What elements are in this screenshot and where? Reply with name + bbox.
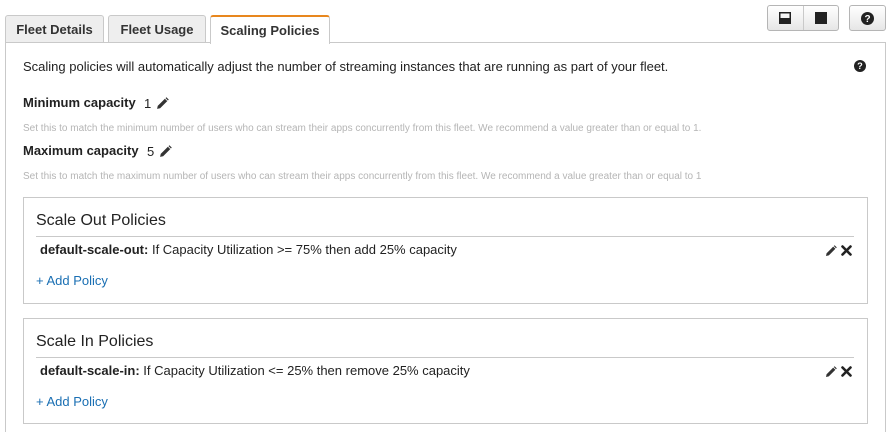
row-actions <box>825 366 852 378</box>
svg-text:?: ? <box>857 61 863 72</box>
close-icon[interactable] <box>841 366 852 377</box>
pencil-icon[interactable] <box>825 366 837 378</box>
scale-in-title: Scale In Policies <box>36 333 154 350</box>
tab-bar <box>0 0 890 43</box>
edit-maximum-capacity-icon[interactable] <box>159 145 172 158</box>
maximum-capacity-value: 5 <box>147 144 155 159</box>
add-scale-in-policy-link[interactable]: + Add Policy <box>36 394 108 409</box>
help-button[interactable] <box>849 5 886 31</box>
policy-description <box>40 242 457 257</box>
policy-name: default-scale-out: <box>40 242 149 257</box>
panel-help-button[interactable] <box>854 59 866 77</box>
policy-row <box>36 357 854 381</box>
tab-fleet-details[interactable] <box>5 15 104 43</box>
scale-out-policies-box <box>23 197 868 304</box>
split-view-icon <box>779 12 791 24</box>
tab-label: Fleet Usage <box>120 22 194 37</box>
intro-text: Scaling policies will automatically adjust the number of streaming instances that are running as part of your fleet. <box>23 59 669 74</box>
policy-rule: If Capacity Utilization >= 75% then add 25% capacity <box>148 242 457 257</box>
split-view-button[interactable] <box>768 6 803 30</box>
row-actions <box>825 245 852 257</box>
scale-in-policies-box <box>23 318 868 424</box>
pencil-icon[interactable] <box>825 245 837 257</box>
edit-minimum-capacity-icon[interactable] <box>156 97 169 110</box>
add-scale-out-policy-link[interactable]: + Add Policy <box>36 273 108 288</box>
scaling-policies-panel <box>5 42 886 432</box>
maximum-capacity-label: Maximum capacity <box>23 143 139 158</box>
tab-label: Scaling Policies <box>220 23 320 38</box>
tab-fleet-usage[interactable] <box>108 15 206 43</box>
maximum-capacity-hint: Set this to match the maximum number of users who can stream their apps concurrently from this fleet. We recommend a value greater than or equal to 1 <box>23 171 702 182</box>
minimum-capacity-label: Minimum capacity <box>23 95 136 110</box>
scale-out-title: Scale Out Policies <box>36 212 166 229</box>
tab-label: Fleet Details <box>16 22 93 37</box>
full-view-button[interactable] <box>803 6 838 30</box>
question-circle-icon <box>854 60 866 72</box>
minimum-capacity-value: 1 <box>144 96 152 111</box>
policy-description <box>40 363 470 378</box>
tab-scaling-policies[interactable] <box>210 15 330 44</box>
minimum-capacity-hint: Set this to match the minimum number of users who can stream their apps concurrently from this fleet. We recommend a value greater than or equal to 1. <box>23 123 702 134</box>
view-toggle-group <box>767 5 839 31</box>
full-view-icon <box>815 12 827 24</box>
policy-rule: If Capacity Utilization <= 25% then remove 25% capacity <box>139 363 470 378</box>
question-circle-icon <box>861 12 874 25</box>
policy-name: default-scale-in: <box>40 363 140 378</box>
svg-text:?: ? <box>864 13 871 25</box>
policy-row <box>36 236 854 260</box>
close-icon[interactable] <box>841 245 852 256</box>
